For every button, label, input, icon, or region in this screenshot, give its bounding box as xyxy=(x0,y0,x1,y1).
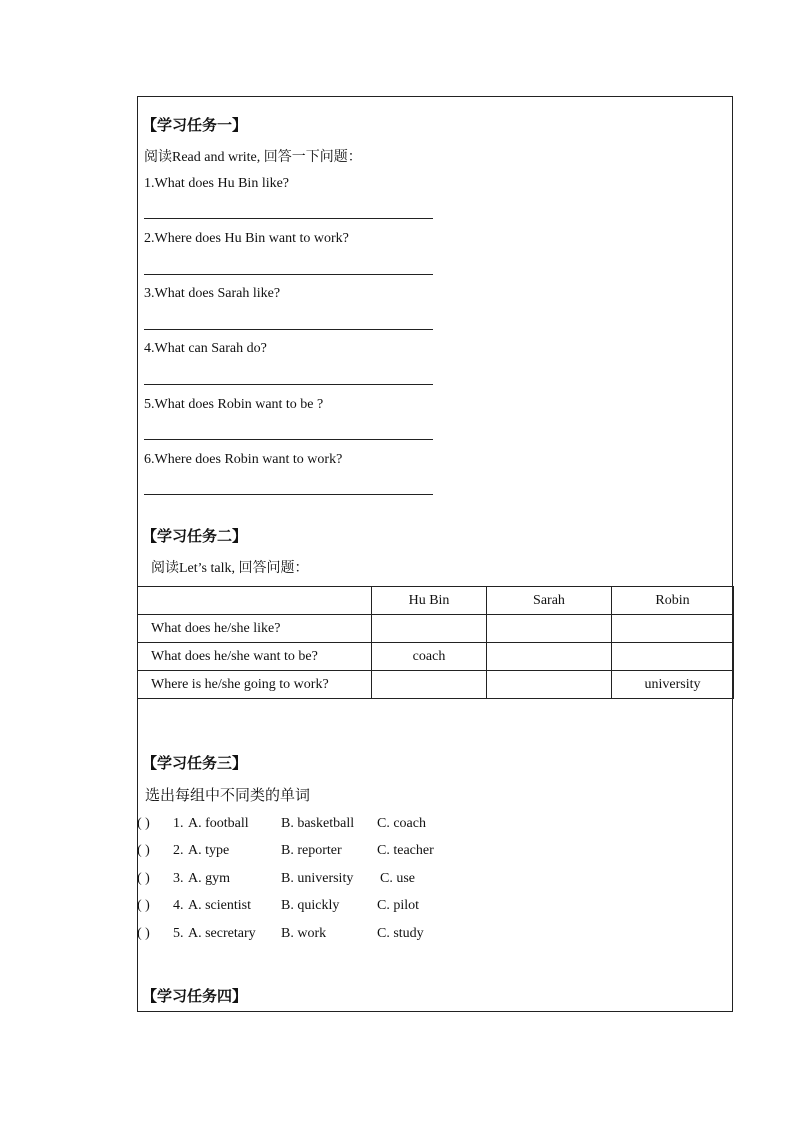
answer-blank[interactable]: ( ) xyxy=(137,871,150,886)
answer-table xyxy=(137,586,734,699)
table-header-cell xyxy=(138,587,372,615)
question-4: 4.What can Sarah do? xyxy=(144,341,267,356)
answer-blank[interactable]: ( ) xyxy=(137,898,150,913)
item-number: 1. xyxy=(173,816,184,831)
table-header-robin: Robin xyxy=(612,587,734,615)
option-b: B. quickly xyxy=(281,898,340,913)
option-a: A. type xyxy=(188,843,230,858)
answer-line-6[interactable] xyxy=(144,494,433,495)
row-label: What does he/she want to be? xyxy=(138,643,372,671)
table-cell[interactable] xyxy=(487,615,612,643)
question-3: 3.What does Sarah like? xyxy=(144,286,281,301)
answer-blank[interactable]: ( ) xyxy=(137,926,150,941)
option-b: B. work xyxy=(281,926,327,941)
answer-line-3[interactable] xyxy=(144,329,433,330)
table-cell[interactable]: coach xyxy=(372,643,487,671)
option-a: A. scientist xyxy=(188,898,251,913)
item-number: 5. xyxy=(173,926,184,941)
row-label: What does he/she like? xyxy=(138,615,372,643)
table-cell[interactable] xyxy=(612,615,734,643)
option-c: C. pilot xyxy=(377,898,420,913)
option-b: B. university xyxy=(281,871,354,886)
option-c: C. study xyxy=(377,926,424,941)
table-header-sarah: Sarah xyxy=(487,587,612,615)
task2-heading: 【学习任务二】 xyxy=(142,527,248,545)
answer-line-4[interactable] xyxy=(144,384,433,385)
table-cell[interactable] xyxy=(612,643,734,671)
option-c: C. coach xyxy=(377,816,426,831)
option-b: B. reporter xyxy=(281,843,342,858)
question-2: 2.Where does Hu Bin want to work? xyxy=(144,231,349,246)
table-header-row xyxy=(138,587,734,615)
option-a: A. secretary xyxy=(188,926,256,941)
task3-heading: 【学习任务三】 xyxy=(142,754,248,772)
question-6: 6.Where does Robin want to work? xyxy=(144,452,343,467)
answer-blank[interactable]: ( ) xyxy=(137,843,150,858)
table-cell[interactable] xyxy=(372,671,487,699)
table-cell[interactable] xyxy=(372,615,487,643)
option-c: C. teacher xyxy=(377,843,434,858)
task3-instruction: 选出每组中不同类的单词 xyxy=(145,786,311,804)
table-cell[interactable] xyxy=(487,643,612,671)
task2-instruction: 阅读Let’s talk, 回答问题： xyxy=(151,561,309,576)
item-number: 2. xyxy=(173,843,184,858)
table-cell[interactable]: university xyxy=(612,671,734,699)
answer-line-5[interactable] xyxy=(144,439,433,440)
task1-heading: 【学习任务一】 xyxy=(142,116,248,134)
item-number: 3. xyxy=(173,871,184,886)
table-row xyxy=(138,671,734,699)
option-a: A. football xyxy=(188,816,249,831)
option-c: C. use xyxy=(380,871,415,886)
question-1: 1.What does Hu Bin like? xyxy=(144,176,290,191)
table-header-hu-bin: Hu Bin xyxy=(372,587,487,615)
table-row xyxy=(138,615,734,643)
table-row xyxy=(138,643,734,671)
option-a: A. gym xyxy=(188,871,230,886)
table-cell[interactable] xyxy=(487,671,612,699)
question-5: 5.What does Robin want to be ? xyxy=(144,397,324,412)
item-number: 4. xyxy=(173,898,184,913)
answer-blank[interactable]: ( ) xyxy=(137,816,150,831)
answer-line-2[interactable] xyxy=(144,274,433,275)
task4-heading: 【学习任务四】 xyxy=(142,987,248,1005)
answer-line-1[interactable] xyxy=(144,218,433,219)
row-label: Where is he/she going to work? xyxy=(138,671,372,699)
task1-instruction: 阅读Read and write, 回答一下问题： xyxy=(144,150,362,165)
option-b: B. basketball xyxy=(281,816,355,831)
